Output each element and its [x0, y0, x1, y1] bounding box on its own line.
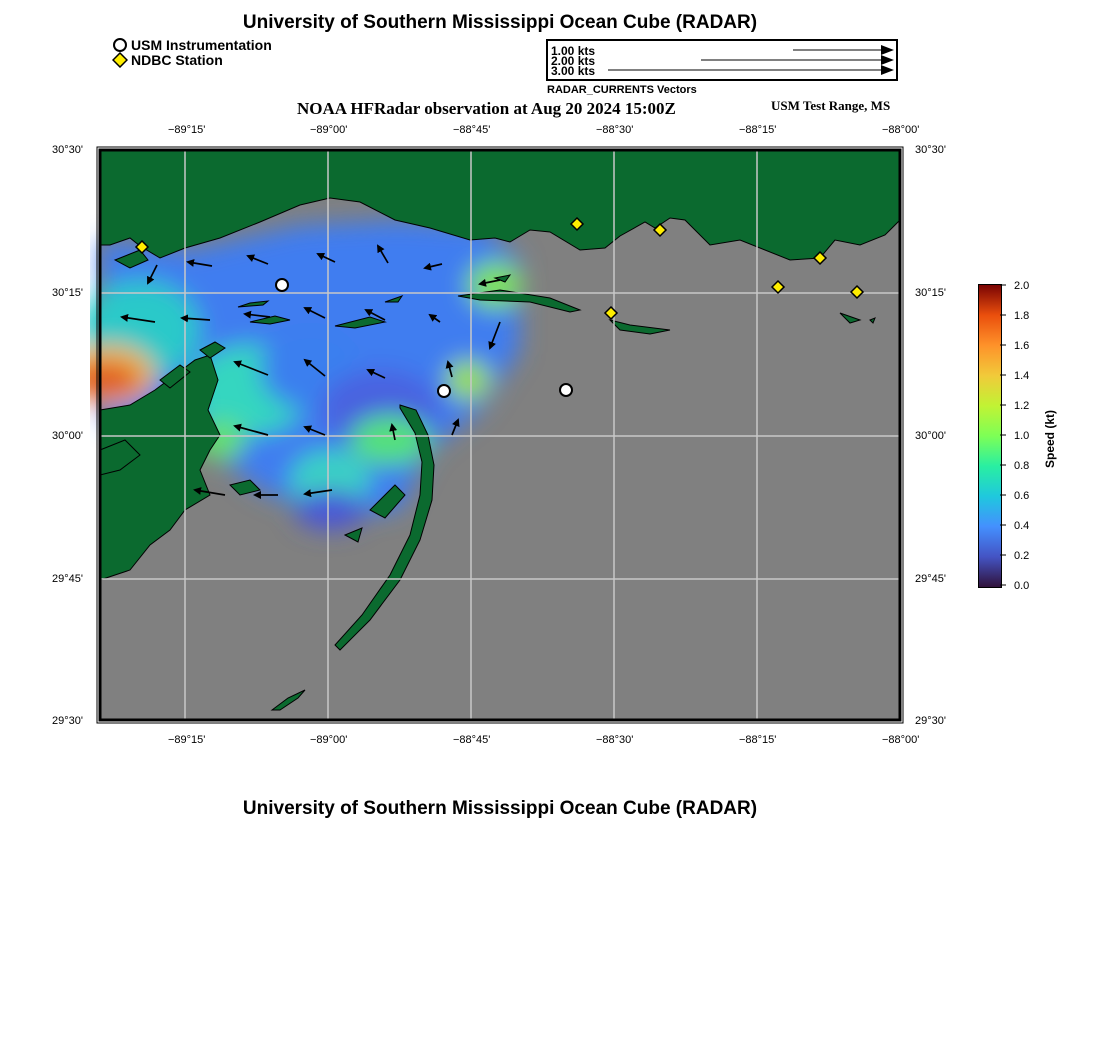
colorbar-tick-label: 2.0 — [1014, 280, 1030, 292]
colorbar-tick-label: 0.2 — [1014, 550, 1030, 562]
vector-scale-1: 1.00 kts — [551, 44, 596, 58]
lat-label-left: 29°45' — [52, 573, 83, 585]
vector-caption: RADAR_CURRENTS Vectors — [547, 84, 697, 96]
lat-label-right: 30°15' — [915, 287, 946, 299]
colorbar-tick-label: 0.0 — [1014, 580, 1030, 592]
lon-label-top: −88°30' — [596, 124, 634, 136]
lat-label-left: 30°30' — [52, 144, 83, 156]
radar-map[interactable] — [90, 140, 912, 730]
colorbar-tick-label: 1.8 — [1014, 310, 1030, 322]
usm-circle-icon — [112, 37, 128, 53]
speed-colorbar — [978, 284, 1002, 588]
lon-label-top: −89°15' — [168, 124, 206, 136]
ndbc-diamond-icon — [112, 52, 128, 68]
colorbar-tick-label: 0.4 — [1014, 520, 1030, 532]
lon-label-bottom: −88°00' — [882, 734, 920, 746]
map-subtitle: NOAA HFRadar observation at Aug 20 2024 15:00Z — [297, 99, 676, 118]
lon-label-bottom: −89°00' — [310, 734, 348, 746]
lat-label-left: 29°30' — [52, 715, 83, 727]
lon-label-bottom: −88°45' — [453, 734, 491, 746]
vector-scale-box — [546, 39, 898, 81]
lat-label-left: 30°15' — [52, 287, 83, 299]
colorbar-label: Speed (kt) — [1043, 409, 1057, 468]
usm-site-icon[interactable] — [276, 279, 288, 291]
vector-scale-2: 2.00 kts — [551, 54, 596, 68]
legend-usm-label: USM Instrumentation — [131, 37, 272, 53]
usm-site-icon[interactable] — [438, 385, 450, 397]
lon-label-top: −88°15' — [739, 124, 777, 136]
region-label: USM Test Range, MS — [771, 98, 891, 113]
lon-label-top: −89°00' — [310, 124, 348, 136]
colorbar-ticks — [1000, 284, 1010, 588]
lon-label-bottom: −89°15' — [168, 734, 206, 746]
colorbar-tick-label: 1.2 — [1014, 400, 1030, 412]
map-frame — [90, 150, 900, 720]
lon-label-top: −88°00' — [882, 124, 920, 136]
colorbar-tick-label: 0.8 — [1014, 460, 1030, 472]
colorbar-tick-label: 1.4 — [1014, 370, 1030, 382]
legend-usm — [112, 37, 272, 53]
usm-site-icon[interactable] — [560, 384, 572, 396]
lat-label-right: 30°00' — [915, 430, 946, 442]
main-title: University of Southern Mississippi Ocean Cube (RADAR) — [242, 12, 758, 33]
vector-scale-3: 3.00 kts — [551, 64, 596, 78]
bottom-title: University of Southern Mississippi Ocean Cube (RADAR) — [242, 798, 758, 819]
vector-scale-arrows-icon — [548, 41, 896, 79]
lon-label-bottom: −88°30' — [596, 734, 634, 746]
lon-label-bottom: −88°15' — [739, 734, 777, 746]
colorbar-tick-label: 1.0 — [1014, 430, 1030, 442]
lat-label-right: 29°30' — [915, 715, 946, 727]
lat-label-right: 29°45' — [915, 573, 946, 585]
colorbar-tick-label: 1.6 — [1014, 340, 1030, 352]
lon-label-top: −88°45' — [453, 124, 491, 136]
lat-label-left: 30°00' — [52, 430, 83, 442]
lat-label-right: 30°30' — [915, 144, 946, 156]
colorbar-tick-label: 0.6 — [1014, 490, 1030, 502]
legend-ndbc — [112, 52, 223, 68]
legend-ndbc-label: NDBC Station — [131, 52, 223, 68]
